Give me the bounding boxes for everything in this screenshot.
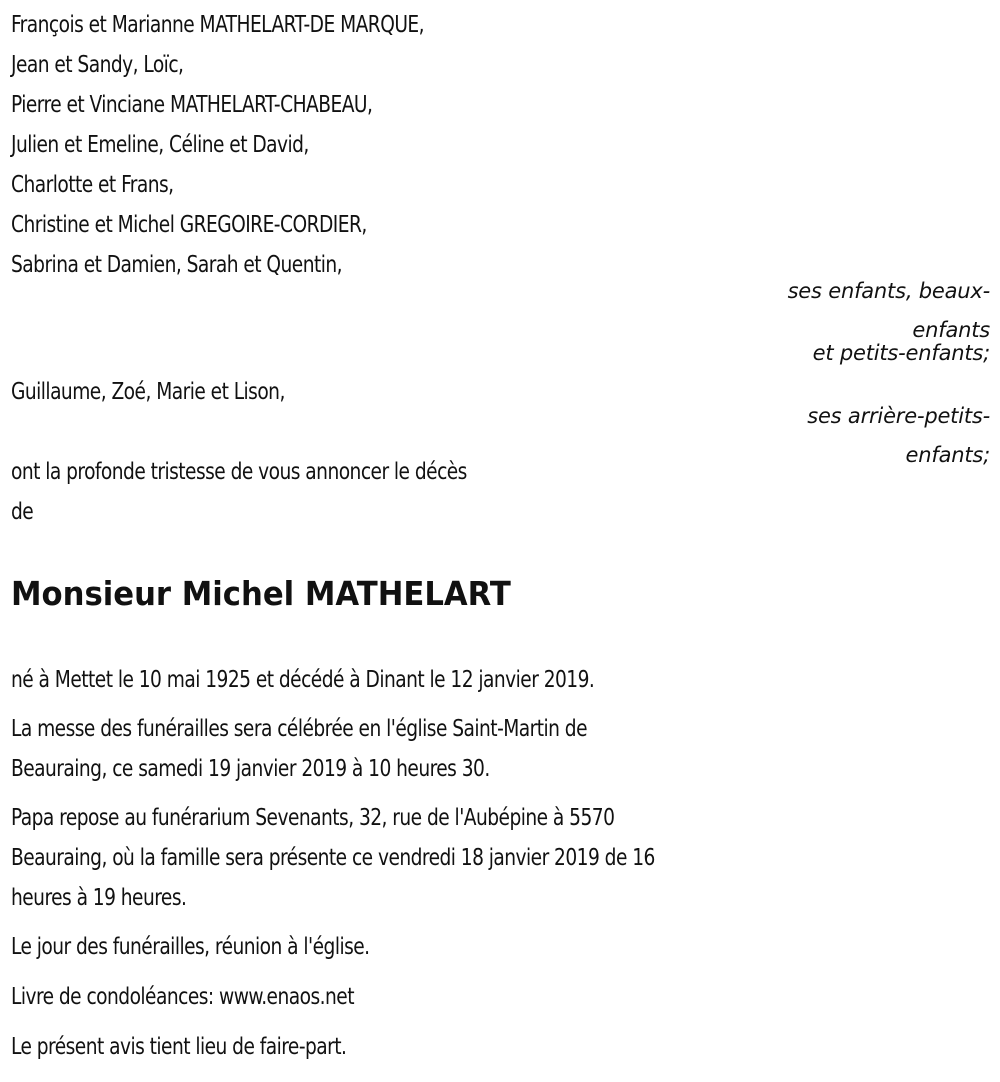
gathering-text: Le jour des funérailles, réunion à l'église.: [11, 934, 370, 960]
notice-info: [11, 1033, 384, 1061]
family-line: [11, 251, 379, 279]
mass-info-text: Beauraing, ce samedi 19 janvier 2019 à 10 heures 30.: [11, 756, 490, 782]
family-line-text: Jean et Sandy, Loïc,: [11, 52, 184, 78]
deceased-name-text: Monsieur Michel MATHELART: [11, 574, 511, 613]
birth-death-text: né à Mettet le 10 mai 1925 et décédé à Dinant le 12 janvier 2019.: [11, 667, 595, 693]
family-line-text: Charlotte et Frans,: [11, 172, 174, 198]
condolences-info: [11, 983, 392, 1011]
gathering-info: [11, 933, 409, 961]
family-line: [11, 211, 406, 239]
rest-info-line: [11, 844, 726, 872]
announcement-text: de: [11, 499, 34, 525]
birth-death-info: [11, 666, 659, 694]
children-relation-3: et petits-enfants;: [812, 341, 990, 365]
condolences-text: Livre de condoléances: www.enaos.net: [11, 984, 354, 1010]
family-line: [11, 51, 203, 79]
family-line-text: Sabrina et Damien, Sarah et Quentin,: [11, 252, 343, 278]
deceased-name: [11, 574, 548, 614]
announcement-text: ont la profonde tristesse de vous annoncer le décès: [11, 459, 467, 485]
rest-info-text: Beauraing, où la famille sera présente ce vendredi 18 janvier 2019 de 16: [11, 845, 655, 871]
rest-info-text: Papa repose au funérarium Sevenants, 32, rue de l'Aubépine à 5570: [11, 805, 615, 831]
rest-info-line: [11, 884, 206, 912]
notice-text: Le présent avis tient lieu de faire-part.: [11, 1034, 347, 1060]
mass-info-text: La messe des funérailles sera célébrée en l'église Saint-Martin de: [11, 716, 588, 742]
family-line: [11, 11, 470, 39]
children-relation-2: enfants: [912, 318, 990, 342]
great-grandchildren-relation-1: ses arrière-petits-: [807, 404, 990, 428]
family-line-text: Pierre et Vinciane MATHELART-CHABEAU,: [11, 92, 373, 118]
announcement-line: [11, 458, 518, 486]
children-relation-1: ses enfants, beaux-: [787, 279, 990, 303]
great-grandchildren-line: [11, 378, 315, 406]
family-line-text: Julien et Emeline, Céline et David,: [11, 132, 309, 158]
great-grandchildren-text: Guillaume, Zoé, Marie et Lison,: [11, 379, 285, 405]
announcement-line: [11, 498, 36, 526]
family-line: [11, 91, 413, 119]
mass-info-line: [11, 755, 543, 783]
family-line-text: François et Marianne MATHELART-DE MARQUE,: [11, 12, 425, 38]
family-line: [11, 131, 342, 159]
family-line-text: Christine et Michel GREGOIRE-CORDIER,: [11, 212, 367, 238]
mass-info-line: [11, 715, 651, 743]
great-grandchildren-relation-2: enfants;: [905, 443, 990, 467]
rest-info-line: [11, 804, 681, 832]
family-line: [11, 171, 192, 199]
rest-info-text: heures à 19 heures.: [11, 885, 187, 911]
